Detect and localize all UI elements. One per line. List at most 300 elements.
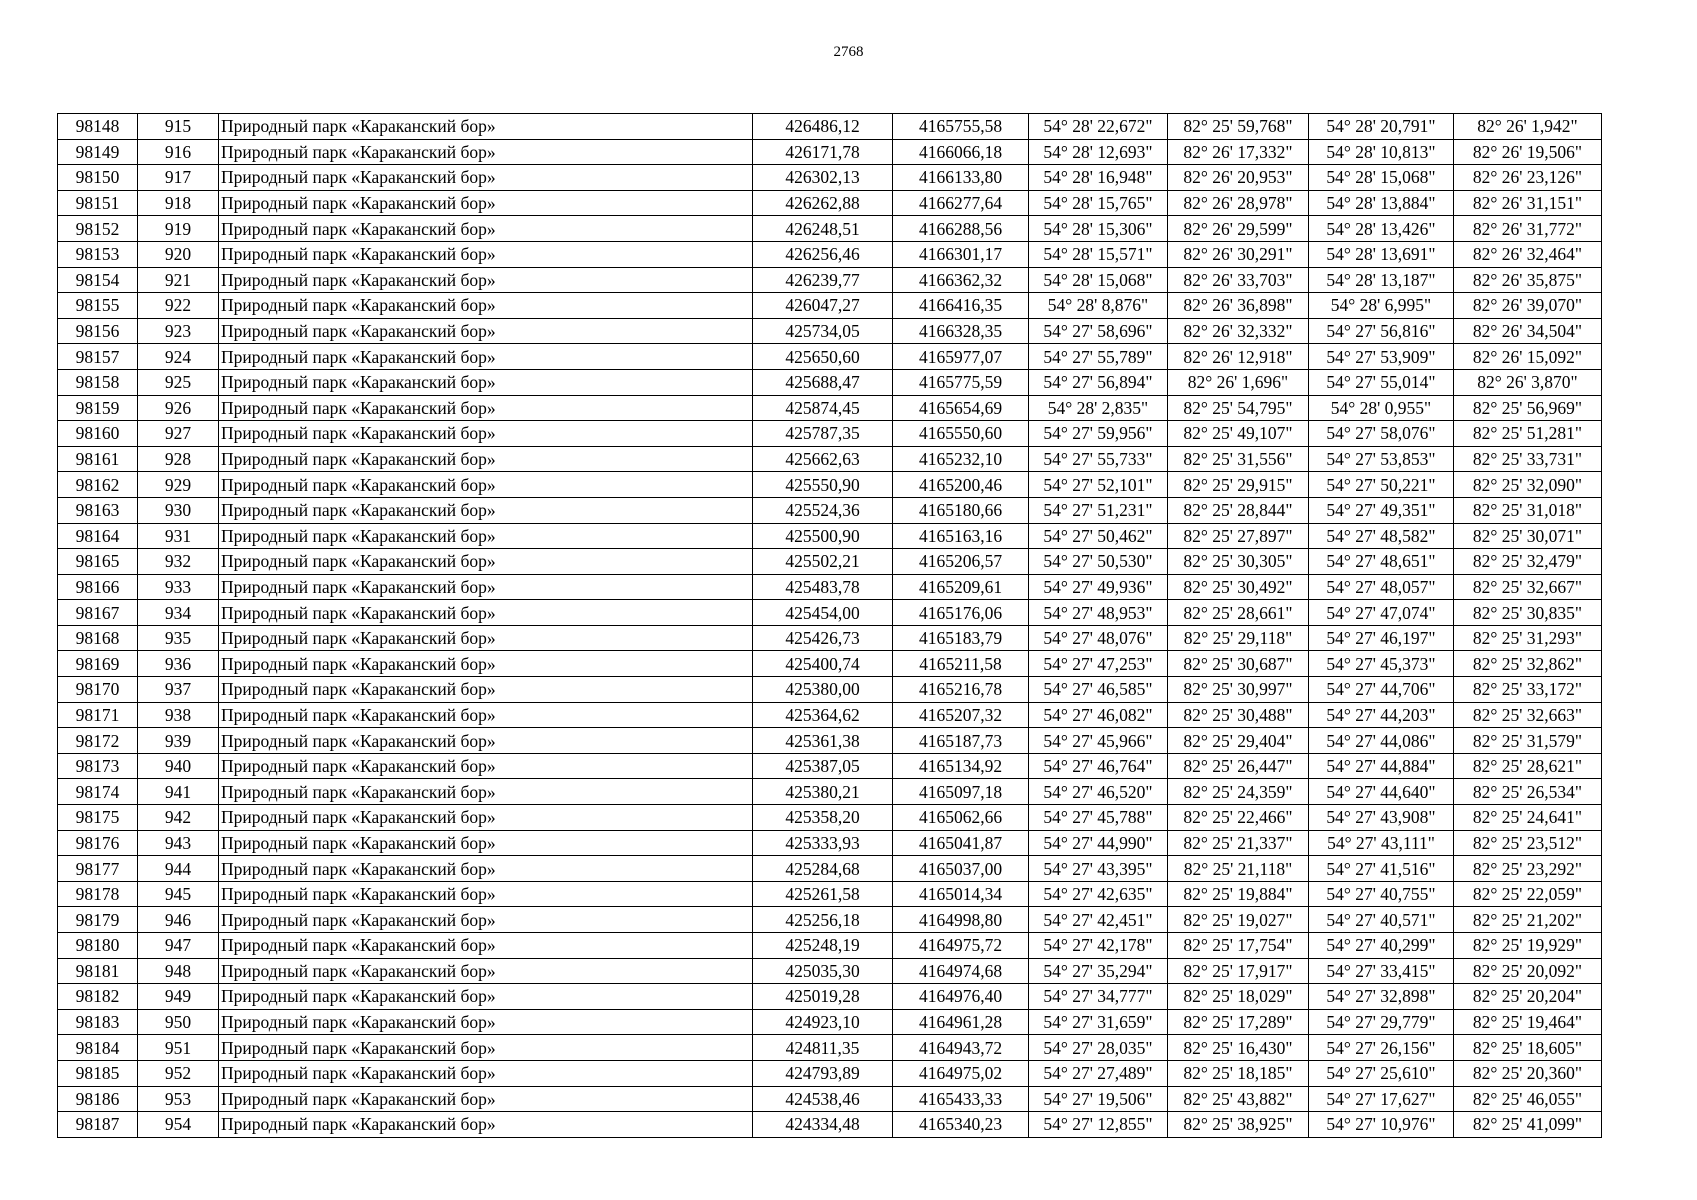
cell-point-number: 940 <box>138 753 219 779</box>
cell-point-number: 949 <box>138 984 219 1010</box>
cell-object-name: Природный парк «Караканский бор» <box>219 165 753 191</box>
cell-latitude-2: 54° 27' 40,755" <box>1309 881 1454 907</box>
cell-row-id: 98177 <box>58 856 138 882</box>
cell-longitude-2: 82° 25' 32,862" <box>1454 651 1602 677</box>
cell-coord-y: 4166133,80 <box>893 165 1029 191</box>
coordinates-table <box>57 113 1602 1138</box>
cell-latitude-1: 54° 27' 42,178" <box>1029 933 1168 959</box>
table-row <box>58 395 1602 421</box>
cell-object-name: Природный парк «Караканский бор» <box>219 114 753 140</box>
cell-coord-y: 4165654,69 <box>893 395 1029 421</box>
cell-coord-x: 424793,89 <box>753 1060 893 1086</box>
cell-latitude-2: 54° 27' 48,057" <box>1309 574 1454 600</box>
cell-latitude-1: 54° 27' 35,294" <box>1029 958 1168 984</box>
cell-latitude-2: 54° 28' 13,426" <box>1309 216 1454 242</box>
cell-latitude-1: 54° 27' 46,585" <box>1029 677 1168 703</box>
cell-coord-y: 4166288,56 <box>893 216 1029 242</box>
cell-row-id: 98185 <box>58 1060 138 1086</box>
cell-object-name: Природный парк «Караканский бор» <box>219 344 753 370</box>
table-row <box>58 779 1602 805</box>
cell-row-id: 98152 <box>58 216 138 242</box>
cell-coord-y: 4165200,46 <box>893 472 1029 498</box>
cell-latitude-1: 54° 27' 49,936" <box>1029 574 1168 600</box>
cell-point-number: 924 <box>138 344 219 370</box>
cell-coord-x: 425364,62 <box>753 702 893 728</box>
cell-latitude-1: 54° 27' 59,956" <box>1029 421 1168 447</box>
cell-longitude-2: 82° 26' 15,092" <box>1454 344 1602 370</box>
cell-latitude-1: 54° 28' 2,835" <box>1029 395 1168 421</box>
cell-object-name: Природный парк «Караканский бор» <box>219 497 753 523</box>
cell-row-id: 98149 <box>58 139 138 165</box>
cell-row-id: 98182 <box>58 984 138 1010</box>
cell-object-name: Природный парк «Караканский бор» <box>219 625 753 651</box>
cell-point-number: 953 <box>138 1086 219 1112</box>
cell-point-number: 954 <box>138 1112 219 1138</box>
page-number: 2768 <box>833 44 864 60</box>
table-row <box>58 1060 1602 1086</box>
cell-longitude-2: 82° 25' 28,621" <box>1454 753 1602 779</box>
cell-longitude-2: 82° 25' 20,204" <box>1454 984 1602 1010</box>
cell-row-id: 98159 <box>58 395 138 421</box>
cell-longitude-2: 82° 25' 31,293" <box>1454 625 1602 651</box>
cell-longitude-2: 82° 25' 20,360" <box>1454 1060 1602 1086</box>
cell-point-number: 920 <box>138 241 219 267</box>
cell-object-name: Природный парк «Караканский бор» <box>219 1035 753 1061</box>
cell-longitude-1: 82° 26' 30,291" <box>1168 241 1309 267</box>
table-row <box>58 600 1602 626</box>
cell-longitude-2: 82° 25' 30,071" <box>1454 523 1602 549</box>
cell-longitude-2: 82° 25' 33,172" <box>1454 677 1602 703</box>
cell-latitude-1: 54° 27' 46,520" <box>1029 779 1168 805</box>
cell-latitude-1: 54° 27' 50,530" <box>1029 549 1168 575</box>
cell-object-name: Природный парк «Караканский бор» <box>219 651 753 677</box>
cell-row-id: 98150 <box>58 165 138 191</box>
cell-coord-y: 4164975,02 <box>893 1060 1029 1086</box>
cell-coord-y: 4166328,35 <box>893 318 1029 344</box>
cell-latitude-2: 54° 28' 10,813" <box>1309 139 1454 165</box>
cell-latitude-2: 54° 27' 25,610" <box>1309 1060 1454 1086</box>
cell-coord-y: 4165977,07 <box>893 344 1029 370</box>
cell-longitude-1: 82° 26' 12,918" <box>1168 344 1309 370</box>
cell-longitude-1: 82° 25' 16,430" <box>1168 1035 1309 1061</box>
table-row <box>58 369 1602 395</box>
cell-coord-x: 425019,28 <box>753 984 893 1010</box>
cell-longitude-1: 82° 25' 18,029" <box>1168 984 1309 1010</box>
cell-longitude-1: 82° 25' 31,556" <box>1168 446 1309 472</box>
cell-longitude-2: 82° 25' 56,969" <box>1454 395 1602 421</box>
cell-coord-y: 4164961,28 <box>893 1009 1029 1035</box>
cell-longitude-1: 82° 26' 29,599" <box>1168 216 1309 242</box>
cell-longitude-1: 82° 25' 29,118" <box>1168 625 1309 651</box>
cell-latitude-1: 54° 27' 45,966" <box>1029 728 1168 754</box>
cell-longitude-1: 82° 26' 28,978" <box>1168 190 1309 216</box>
cell-longitude-1: 82° 25' 17,917" <box>1168 958 1309 984</box>
cell-coord-x: 425261,58 <box>753 881 893 907</box>
cell-object-name: Природный парк «Караканский бор» <box>219 190 753 216</box>
cell-longitude-1: 82° 25' 30,305" <box>1168 549 1309 575</box>
cell-latitude-2: 54° 28' 15,068" <box>1309 165 1454 191</box>
cell-row-id: 98183 <box>58 1009 138 1035</box>
cell-latitude-2: 54° 27' 48,651" <box>1309 549 1454 575</box>
cell-coord-y: 4164974,68 <box>893 958 1029 984</box>
cell-latitude-1: 54° 28' 22,672" <box>1029 114 1168 140</box>
cell-coord-x: 425387,05 <box>753 753 893 779</box>
cell-latitude-2: 54° 27' 33,415" <box>1309 958 1454 984</box>
cell-coord-y: 4165163,16 <box>893 523 1029 549</box>
table-row <box>58 1112 1602 1138</box>
cell-row-id: 98166 <box>58 574 138 600</box>
cell-row-id: 98160 <box>58 421 138 447</box>
cell-latitude-2: 54° 27' 48,582" <box>1309 523 1454 549</box>
cell-point-number: 936 <box>138 651 219 677</box>
cell-longitude-1: 82° 26' 32,332" <box>1168 318 1309 344</box>
cell-latitude-1: 54° 27' 44,990" <box>1029 830 1168 856</box>
cell-longitude-1: 82° 26' 17,332" <box>1168 139 1309 165</box>
cell-latitude-2: 54° 27' 45,373" <box>1309 651 1454 677</box>
cell-point-number: 930 <box>138 497 219 523</box>
cell-latitude-1: 54° 28' 15,306" <box>1029 216 1168 242</box>
cell-longitude-2: 82° 25' 19,464" <box>1454 1009 1602 1035</box>
cell-object-name: Природный парк «Караканский бор» <box>219 523 753 549</box>
cell-latitude-2: 54° 27' 40,299" <box>1309 933 1454 959</box>
cell-latitude-2: 54° 27' 44,640" <box>1309 779 1454 805</box>
cell-row-id: 98158 <box>58 369 138 395</box>
cell-longitude-2: 82° 25' 22,059" <box>1454 881 1602 907</box>
cell-object-name: Природный парк «Караканский бор» <box>219 881 753 907</box>
cell-longitude-1: 82° 25' 22,466" <box>1168 805 1309 831</box>
cell-latitude-2: 54° 28' 6,995" <box>1309 293 1454 319</box>
cell-coord-x: 425248,19 <box>753 933 893 959</box>
cell-coord-x: 425500,90 <box>753 523 893 549</box>
cell-coord-y: 4165211,58 <box>893 651 1029 677</box>
cell-latitude-2: 54° 27' 44,086" <box>1309 728 1454 754</box>
cell-longitude-1: 82° 25' 26,447" <box>1168 753 1309 779</box>
cell-object-name: Природный парк «Караканский бор» <box>219 395 753 421</box>
cell-object-name: Природный парк «Караканский бор» <box>219 241 753 267</box>
cell-coord-y: 4165183,79 <box>893 625 1029 651</box>
cell-coord-x: 425650,60 <box>753 344 893 370</box>
cell-object-name: Природный парк «Караканский бор» <box>219 677 753 703</box>
cell-longitude-2: 82° 25' 51,281" <box>1454 421 1602 447</box>
table-row <box>58 523 1602 549</box>
cell-longitude-2: 82° 25' 32,667" <box>1454 574 1602 600</box>
cell-longitude-1: 82° 25' 54,795" <box>1168 395 1309 421</box>
cell-row-id: 98174 <box>58 779 138 805</box>
cell-point-number: 931 <box>138 523 219 549</box>
cell-row-id: 98163 <box>58 497 138 523</box>
cell-longitude-1: 82° 25' 28,844" <box>1168 497 1309 523</box>
cell-object-name: Природный парк «Караканский бор» <box>219 1060 753 1086</box>
cell-object-name: Природный парк «Караканский бор» <box>219 702 753 728</box>
cell-row-id: 98169 <box>58 651 138 677</box>
cell-longitude-1: 82° 25' 49,107" <box>1168 421 1309 447</box>
cell-latitude-1: 54° 27' 45,788" <box>1029 805 1168 831</box>
cell-coord-y: 4165037,00 <box>893 856 1029 882</box>
cell-row-id: 98156 <box>58 318 138 344</box>
cell-point-number: 935 <box>138 625 219 651</box>
cell-object-name: Природный парк «Караканский бор» <box>219 779 753 805</box>
cell-coord-x: 425400,74 <box>753 651 893 677</box>
cell-latitude-1: 54° 27' 56,894" <box>1029 369 1168 395</box>
cell-point-number: 938 <box>138 702 219 728</box>
cell-latitude-1: 54° 27' 34,777" <box>1029 984 1168 1010</box>
cell-latitude-1: 54° 27' 28,035" <box>1029 1035 1168 1061</box>
cell-object-name: Природный парк «Караканский бор» <box>219 1086 753 1112</box>
cell-latitude-2: 54° 27' 56,816" <box>1309 318 1454 344</box>
cell-coord-y: 4165014,34 <box>893 881 1029 907</box>
table-row <box>58 574 1602 600</box>
cell-longitude-1: 82° 25' 27,897" <box>1168 523 1309 549</box>
cell-latitude-2: 54° 27' 26,156" <box>1309 1035 1454 1061</box>
cell-coord-x: 425358,20 <box>753 805 893 831</box>
table-row <box>58 293 1602 319</box>
cell-object-name: Природный парк «Караканский бор» <box>219 753 753 779</box>
table-row <box>58 702 1602 728</box>
cell-longitude-1: 82° 26' 36,898" <box>1168 293 1309 319</box>
cell-longitude-1: 82° 25' 30,687" <box>1168 651 1309 677</box>
cell-coord-y: 4165062,66 <box>893 805 1029 831</box>
cell-longitude-2: 82° 25' 23,512" <box>1454 830 1602 856</box>
cell-coord-x: 425284,68 <box>753 856 893 882</box>
cell-coord-x: 425256,18 <box>753 907 893 933</box>
table-row <box>58 830 1602 856</box>
cell-latitude-2: 54° 27' 44,203" <box>1309 702 1454 728</box>
cell-latitude-1: 54° 27' 55,733" <box>1029 446 1168 472</box>
cell-coord-y: 4166277,64 <box>893 190 1029 216</box>
cell-coord-x: 425361,38 <box>753 728 893 754</box>
cell-longitude-2: 82° 26' 19,506" <box>1454 139 1602 165</box>
table-body <box>58 114 1602 1138</box>
cell-object-name: Природный парк «Караканский бор» <box>219 830 753 856</box>
cell-row-id: 98161 <box>58 446 138 472</box>
cell-coord-y: 4166066,18 <box>893 139 1029 165</box>
cell-latitude-1: 54° 27' 46,082" <box>1029 702 1168 728</box>
cell-longitude-1: 82° 25' 19,884" <box>1168 881 1309 907</box>
cell-latitude-1: 54° 27' 52,101" <box>1029 472 1168 498</box>
cell-longitude-2: 82° 25' 32,090" <box>1454 472 1602 498</box>
cell-row-id: 98153 <box>58 241 138 267</box>
cell-latitude-1: 54° 27' 27,489" <box>1029 1060 1168 1086</box>
cell-longitude-2: 82° 25' 30,835" <box>1454 600 1602 626</box>
cell-point-number: 942 <box>138 805 219 831</box>
cell-point-number: 926 <box>138 395 219 421</box>
cell-latitude-2: 54° 27' 49,351" <box>1309 497 1454 523</box>
cell-latitude-2: 54° 27' 53,853" <box>1309 446 1454 472</box>
cell-coord-y: 4165216,78 <box>893 677 1029 703</box>
cell-longitude-2: 82° 26' 3,870" <box>1454 369 1602 395</box>
cell-coord-x: 425662,63 <box>753 446 893 472</box>
cell-coord-y: 4165775,59 <box>893 369 1029 395</box>
cell-coord-y: 4165550,60 <box>893 421 1029 447</box>
cell-coord-x: 425380,00 <box>753 677 893 703</box>
cell-latitude-2: 54° 28' 13,187" <box>1309 267 1454 293</box>
cell-longitude-2: 82° 25' 21,202" <box>1454 907 1602 933</box>
cell-longitude-1: 82° 25' 59,768" <box>1168 114 1309 140</box>
table-row <box>58 881 1602 907</box>
cell-longitude-2: 82° 26' 39,070" <box>1454 293 1602 319</box>
cell-coord-y: 4166362,32 <box>893 267 1029 293</box>
table-row <box>58 114 1602 140</box>
cell-longitude-2: 82° 25' 19,929" <box>1454 933 1602 959</box>
cell-coord-x: 425502,21 <box>753 549 893 575</box>
cell-point-number: 932 <box>138 549 219 575</box>
cell-coord-y: 4164943,72 <box>893 1035 1029 1061</box>
table-row <box>58 549 1602 575</box>
table-row <box>58 728 1602 754</box>
cell-longitude-1: 82° 25' 30,488" <box>1168 702 1309 728</box>
cell-coord-x: 426171,78 <box>753 139 893 165</box>
cell-coord-x: 425688,47 <box>753 369 893 395</box>
cell-point-number: 934 <box>138 600 219 626</box>
cell-row-id: 98176 <box>58 830 138 856</box>
cell-point-number: 946 <box>138 907 219 933</box>
cell-longitude-2: 82° 25' 20,092" <box>1454 958 1602 984</box>
table-row <box>58 165 1602 191</box>
table-row <box>58 933 1602 959</box>
table-row <box>58 267 1602 293</box>
cell-latitude-2: 54° 27' 29,779" <box>1309 1009 1454 1035</box>
cell-coord-y: 4165187,73 <box>893 728 1029 754</box>
cell-coord-y: 4165176,06 <box>893 600 1029 626</box>
table-row <box>58 677 1602 703</box>
cell-coord-x: 425454,00 <box>753 600 893 626</box>
cell-longitude-1: 82° 25' 29,915" <box>1168 472 1309 498</box>
cell-latitude-2: 54° 28' 0,955" <box>1309 395 1454 421</box>
cell-longitude-2: 82° 25' 26,534" <box>1454 779 1602 805</box>
cell-point-number: 945 <box>138 881 219 907</box>
cell-row-id: 98170 <box>58 677 138 703</box>
cell-coord-x: 426256,46 <box>753 241 893 267</box>
cell-row-id: 98172 <box>58 728 138 754</box>
cell-point-number: 915 <box>138 114 219 140</box>
cell-coord-x: 425035,30 <box>753 958 893 984</box>
cell-latitude-2: 54° 27' 47,074" <box>1309 600 1454 626</box>
cell-point-number: 918 <box>138 190 219 216</box>
table-row <box>58 1035 1602 1061</box>
cell-latitude-2: 54° 28' 20,791" <box>1309 114 1454 140</box>
cell-row-id: 98175 <box>58 805 138 831</box>
cell-latitude-1: 54° 27' 55,789" <box>1029 344 1168 370</box>
cell-latitude-1: 54° 27' 58,696" <box>1029 318 1168 344</box>
table-row <box>58 190 1602 216</box>
table-row <box>58 216 1602 242</box>
cell-coord-y: 4165433,33 <box>893 1086 1029 1112</box>
table-row <box>58 753 1602 779</box>
cell-coord-x: 425734,05 <box>753 318 893 344</box>
cell-coord-y: 4164976,40 <box>893 984 1029 1010</box>
cell-coord-y: 4165209,61 <box>893 574 1029 600</box>
cell-longitude-2: 82° 25' 41,099" <box>1454 1112 1602 1138</box>
cell-coord-y: 4164998,80 <box>893 907 1029 933</box>
cell-point-number: 927 <box>138 421 219 447</box>
cell-row-id: 98179 <box>58 907 138 933</box>
cell-longitude-2: 82° 25' 32,663" <box>1454 702 1602 728</box>
cell-longitude-2: 82° 26' 23,126" <box>1454 165 1602 191</box>
cell-object-name: Природный парк «Караканский бор» <box>219 421 753 447</box>
cell-point-number: 917 <box>138 165 219 191</box>
cell-object-name: Природный парк «Караканский бор» <box>219 958 753 984</box>
table-row <box>58 318 1602 344</box>
cell-coord-y: 4165134,92 <box>893 753 1029 779</box>
cell-point-number: 950 <box>138 1009 219 1035</box>
table-row <box>58 651 1602 677</box>
cell-row-id: 98168 <box>58 625 138 651</box>
cell-object-name: Природный парк «Караканский бор» <box>219 549 753 575</box>
table-row <box>58 907 1602 933</box>
cell-row-id: 98187 <box>58 1112 138 1138</box>
cell-coord-y: 4165232,10 <box>893 446 1029 472</box>
cell-longitude-2: 82° 25' 32,479" <box>1454 549 1602 575</box>
cell-latitude-1: 54° 28' 15,765" <box>1029 190 1168 216</box>
cell-coord-x: 426239,77 <box>753 267 893 293</box>
cell-row-id: 98165 <box>58 549 138 575</box>
cell-latitude-1: 54° 28' 8,876" <box>1029 293 1168 319</box>
cell-point-number: 937 <box>138 677 219 703</box>
cell-latitude-1: 54° 27' 48,953" <box>1029 600 1168 626</box>
cell-point-number: 923 <box>138 318 219 344</box>
cell-latitude-2: 54° 27' 46,197" <box>1309 625 1454 651</box>
cell-longitude-1: 82° 26' 1,696" <box>1168 369 1309 395</box>
cell-coord-y: 4165180,66 <box>893 497 1029 523</box>
cell-longitude-2: 82° 25' 31,018" <box>1454 497 1602 523</box>
table-row <box>58 805 1602 831</box>
cell-coord-x: 425787,35 <box>753 421 893 447</box>
cell-latitude-1: 54° 27' 50,462" <box>1029 523 1168 549</box>
cell-coord-x: 425874,45 <box>753 395 893 421</box>
cell-object-name: Природный парк «Караканский бор» <box>219 856 753 882</box>
cell-longitude-1: 82° 25' 30,997" <box>1168 677 1309 703</box>
cell-coord-x: 425483,78 <box>753 574 893 600</box>
cell-coord-y: 4165097,18 <box>893 779 1029 805</box>
cell-point-number: 922 <box>138 293 219 319</box>
cell-longitude-1: 82° 26' 33,703" <box>1168 267 1309 293</box>
cell-point-number: 947 <box>138 933 219 959</box>
cell-latitude-1: 54° 27' 31,659" <box>1029 1009 1168 1035</box>
cell-point-number: 948 <box>138 958 219 984</box>
cell-object-name: Природный парк «Караканский бор» <box>219 1112 753 1138</box>
cell-latitude-2: 54° 27' 10,976" <box>1309 1112 1454 1138</box>
cell-row-id: 98155 <box>58 293 138 319</box>
cell-coord-y: 4165207,32 <box>893 702 1029 728</box>
cell-row-id: 98173 <box>58 753 138 779</box>
cell-latitude-1: 54° 28' 15,068" <box>1029 267 1168 293</box>
cell-coord-x: 425426,73 <box>753 625 893 651</box>
cell-point-number: 951 <box>138 1035 219 1061</box>
cell-longitude-1: 82° 25' 21,337" <box>1168 830 1309 856</box>
cell-coord-x: 425524,36 <box>753 497 893 523</box>
cell-object-name: Природный парк «Караканский бор» <box>219 907 753 933</box>
cell-object-name: Природный парк «Караканский бор» <box>219 805 753 831</box>
cell-row-id: 98186 <box>58 1086 138 1112</box>
cell-longitude-2: 82° 26' 31,772" <box>1454 216 1602 242</box>
table-row <box>58 1009 1602 1035</box>
cell-point-number: 916 <box>138 139 219 165</box>
cell-coord-x: 425333,93 <box>753 830 893 856</box>
cell-longitude-2: 82° 25' 23,292" <box>1454 856 1602 882</box>
cell-latitude-2: 54° 27' 53,909" <box>1309 344 1454 370</box>
cell-longitude-1: 82° 25' 43,882" <box>1168 1086 1309 1112</box>
cell-row-id: 98154 <box>58 267 138 293</box>
cell-longitude-2: 82° 25' 31,579" <box>1454 728 1602 754</box>
table-row <box>58 446 1602 472</box>
cell-row-id: 98148 <box>58 114 138 140</box>
cell-latitude-2: 54° 27' 17,627" <box>1309 1086 1454 1112</box>
cell-point-number: 929 <box>138 472 219 498</box>
cell-coord-x: 424811,35 <box>753 1035 893 1061</box>
cell-longitude-1: 82° 25' 17,289" <box>1168 1009 1309 1035</box>
cell-longitude-1: 82° 25' 30,492" <box>1168 574 1309 600</box>
cell-latitude-2: 54° 27' 40,571" <box>1309 907 1454 933</box>
